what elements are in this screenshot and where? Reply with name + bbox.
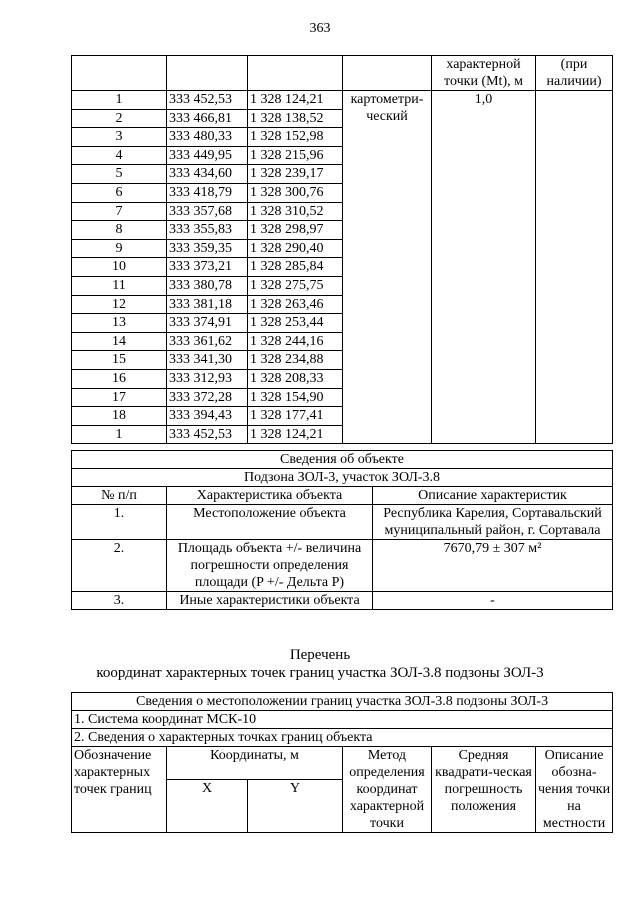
point-x: 333 372,28 <box>167 388 248 407</box>
point-number: 1 <box>72 91 167 110</box>
point-number: 12 <box>72 295 167 314</box>
point-number: 5 <box>72 165 167 184</box>
point-x: 333 361,62 <box>167 332 248 351</box>
header-accuracy: характерной точки (Mt), м <box>432 56 536 91</box>
point-number: 18 <box>72 407 167 426</box>
point-number: 9 <box>72 239 167 258</box>
header-y: Y <box>248 780 343 833</box>
header-description: (при наличии) <box>536 56 613 91</box>
point-number: 17 <box>72 388 167 407</box>
point-y: 1 328 215,96 <box>248 146 343 165</box>
point-number: 1 <box>72 425 167 444</box>
point-x: 333 359,35 <box>167 239 248 258</box>
point-x: 333 373,21 <box>167 258 248 277</box>
list-heading-title: Перечень <box>289 647 351 663</box>
point-number: 13 <box>72 314 167 333</box>
coordinates-header-row <box>72 56 613 91</box>
point-x: 333 357,68 <box>167 202 248 221</box>
point-y: 1 328 263,46 <box>248 295 343 314</box>
point-number: 3 <box>72 128 167 147</box>
object-info-subtitle: Подзона ЗОЛ-3, участок ЗОЛ-3.8 <box>72 469 613 487</box>
coordinates-table <box>71 55 613 444</box>
point-x: 333 355,83 <box>167 221 248 240</box>
point-number: 16 <box>72 369 167 388</box>
point-x: 333 341,30 <box>167 351 248 370</box>
header-error: Средняя квадрати-ческая погрешность положения <box>432 747 536 833</box>
point-x: 333 312,93 <box>167 369 248 388</box>
point-y: 1 328 298,97 <box>248 221 343 240</box>
point-y: 1 328 208,33 <box>248 369 343 388</box>
point-number: 11 <box>72 276 167 295</box>
point-number: 2 <box>72 109 167 128</box>
header-x: X <box>167 780 248 833</box>
point-y: 1 328 239,17 <box>248 165 343 184</box>
header-point-description: Описание обозна-чения точки на местности <box>536 747 613 833</box>
object-info-table <box>71 450 613 610</box>
list-heading-subtitle: координат характерных точек границ участка ЗОЛ-3.8 подзоны ЗОЛ-3 <box>96 665 544 681</box>
point-y: 1 328 244,16 <box>248 332 343 351</box>
header-coordinates: Координаты, м <box>167 747 343 780</box>
header-number: № п/п <box>72 487 167 505</box>
header-characteristic: Характеристика объекта <box>167 487 373 505</box>
method-cell: картометри-ческий <box>343 91 432 444</box>
page-number: 363 <box>309 21 331 36</box>
point-x: 333 466,81 <box>167 109 248 128</box>
points-section-title: 2. Сведения о характерных точках границ объекта <box>72 729 613 747</box>
point-x: 333 452,53 <box>167 425 248 444</box>
object-info-row: 3. Иные характеристики объекта - <box>72 592 613 610</box>
point-number: 6 <box>72 183 167 202</box>
point-y: 1 328 234,88 <box>248 351 343 370</box>
point-y: 1 328 285,84 <box>248 258 343 277</box>
point-y: 1 328 253,44 <box>248 314 343 333</box>
object-info-title: Сведения об объекте <box>72 451 613 469</box>
header-method: Метод определения координат характерной точки <box>343 747 432 833</box>
point-y: 1 328 177,41 <box>248 407 343 426</box>
point-number: 8 <box>72 221 167 240</box>
boundary-title: Сведения о местоположении границ участка ЗОЛ-3.8 подзоны ЗОЛ-3 <box>72 693 613 711</box>
point-x: 333 452,53 <box>167 91 248 110</box>
header-designation: Обозначение характерных точек границ <box>72 747 167 833</box>
point-y: 1 328 124,21 <box>248 91 343 110</box>
point-y: 1 328 275,75 <box>248 276 343 295</box>
object-info-header-row <box>72 487 613 505</box>
point-number: 14 <box>72 332 167 351</box>
point-number: 7 <box>72 202 167 221</box>
description-cell <box>536 91 613 444</box>
point-x: 333 418,79 <box>167 183 248 202</box>
point-x: 333 374,91 <box>167 314 248 333</box>
object-info-row: 1. Местоположение объекта Республика Карелия, Сортавальский муниципальный район, г. Сортавала <box>72 505 613 540</box>
coordinate-system: 1. Система координат МСК-10 <box>72 711 613 729</box>
boundary-points-table <box>71 692 613 833</box>
point-x: 333 380,78 <box>167 276 248 295</box>
point-y: 1 328 300,76 <box>248 183 343 202</box>
object-info-row: 2. Площадь объекта +/- величина погрешности определения площади (P +/- Дельта P) 7670,79 ± 307 м² <box>72 540 613 592</box>
point-y: 1 328 290,40 <box>248 239 343 258</box>
coordinate-row <box>72 91 613 110</box>
point-x: 333 381,18 <box>167 295 248 314</box>
point-number: 10 <box>72 258 167 277</box>
point-x: 333 394,43 <box>167 407 248 426</box>
point-x: 333 434,60 <box>167 165 248 184</box>
point-y: 1 328 138,52 <box>248 109 343 128</box>
point-x: 333 449,95 <box>167 146 248 165</box>
point-x: 333 480,33 <box>167 128 248 147</box>
point-y: 1 328 154,90 <box>248 388 343 407</box>
point-y: 1 328 310,52 <box>248 202 343 221</box>
point-number: 4 <box>72 146 167 165</box>
point-y: 1 328 124,21 <box>248 425 343 444</box>
header-description: Описание характеристик <box>373 487 613 505</box>
point-number: 15 <box>72 351 167 370</box>
accuracy-cell: 1,0 <box>432 91 536 444</box>
point-y: 1 328 152,98 <box>248 128 343 147</box>
